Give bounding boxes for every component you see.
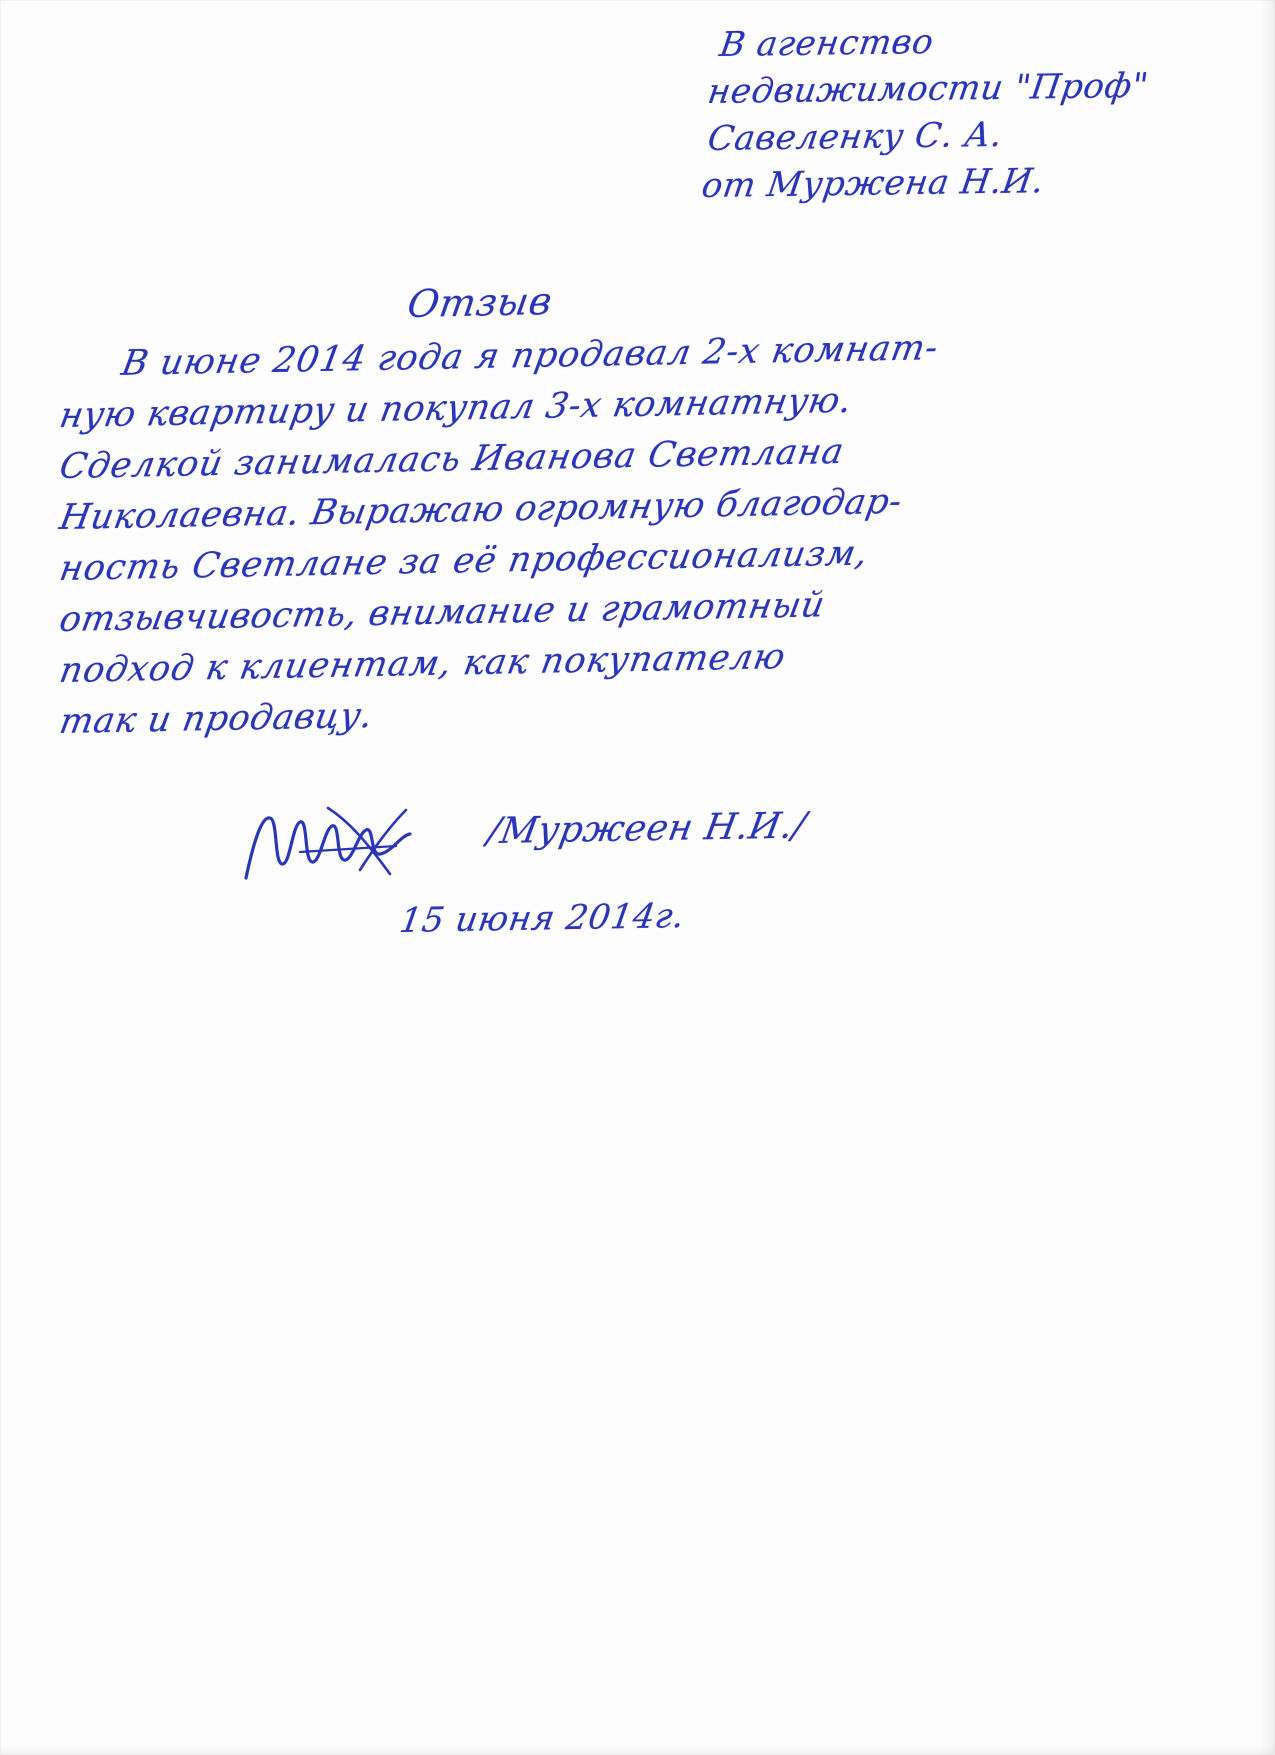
body-line-5: ность Светлане за её профессионализм, [56, 533, 872, 590]
blank-page-area [0, 980, 1275, 1755]
addressee-line-1: В агенство [717, 21, 937, 66]
page-title: Отзыв [404, 278, 556, 327]
signature-icon [240, 800, 450, 886]
body-line-3: Сделкой занималась Иванова Светлана [56, 431, 848, 488]
letter-body [56, 328, 1200, 748]
addressee-block [699, 21, 1240, 210]
addressee-line-4: от Муржена Н.И. [699, 161, 1047, 207]
body-line-7: подход к клиентам, как покупателю [56, 636, 789, 692]
addressee-line-2: недвижимости "Проф" [705, 65, 1152, 113]
addressee-line-3: Савеленку С. А. [705, 114, 1006, 160]
signature-name: /Муржеен Н.И./ [484, 805, 810, 853]
signature-row [240, 800, 920, 890]
document-date: 15 июня 2014г. [396, 895, 688, 942]
body-line-4: Николаевна. Выражаю огромную благодар- [56, 481, 906, 539]
body-line-1: В июне 2014 года я продавал 2-х комнат- [118, 328, 942, 384]
body-line-8: так и продавцу. [56, 695, 377, 743]
body-line-2: ную квартиру и покупал 3-х комнатную. [56, 380, 856, 437]
body-line-6: отзывчивость, внимание и грамотный [56, 585, 828, 641]
